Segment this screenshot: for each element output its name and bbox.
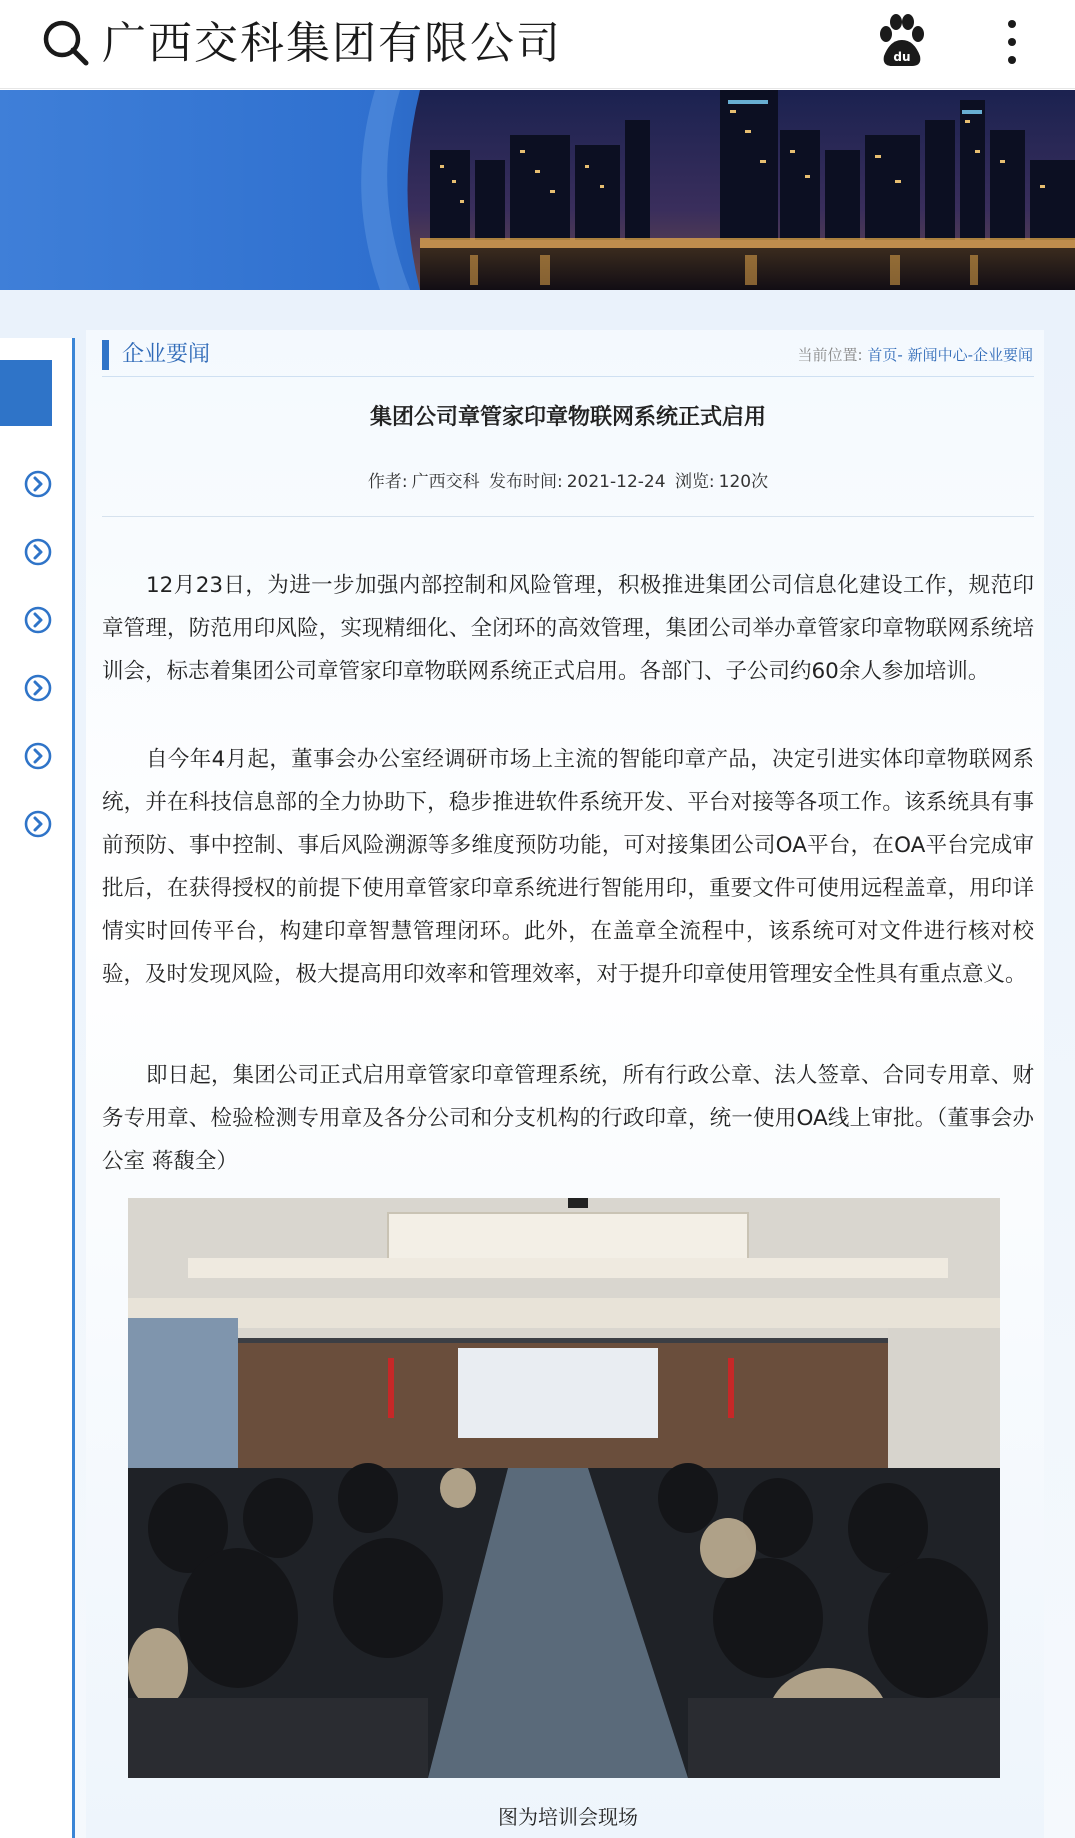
- circle-chevron-right-icon[interactable]: [22, 536, 54, 568]
- author-label: 作者:: [367, 472, 408, 492]
- breadcrumb-label: 当前位置:: [797, 346, 863, 364]
- header-banner: [0, 90, 1075, 290]
- section-accent-bar: [102, 340, 109, 370]
- author-value: 广西交科: [411, 472, 480, 492]
- section-title: 企业要闻: [122, 342, 211, 367]
- date-value: 2021-12-24: [566, 472, 666, 492]
- views-value: 120次: [718, 472, 769, 492]
- circle-chevron-right-icon[interactable]: [22, 740, 54, 772]
- search-bar: [0, 0, 1075, 89]
- article-meta: [102, 466, 1034, 498]
- article-paragraph: 即日起，集团公司正式启用章管家印章管理系统，所有行政公章、法人签章、合同专用章、财务专用章、检验检测专用章及各分公司和分支机构的行政印章，统一使用OA线上审批。（董事会办公室 蒋馥全）: [102, 1063, 1034, 1174]
- sidebar-header-block: [0, 360, 52, 426]
- circle-chevron-right-icon[interactable]: [22, 604, 54, 636]
- baidu-paw-icon[interactable]: [876, 12, 926, 68]
- more-options-icon[interactable]: [1000, 12, 1024, 72]
- breadcrumb-path-link[interactable]: 首页- 新闻中心-企业要闻: [867, 346, 1033, 364]
- sidebar: [0, 338, 75, 1838]
- search-icon[interactable]: [40, 17, 90, 67]
- breadcrumb: [798, 342, 1033, 368]
- training-meeting-photo: [128, 1198, 1000, 1778]
- search-query-text[interactable]: 广西交科集团有限公司: [102, 18, 562, 69]
- circle-chevron-right-icon[interactable]: [22, 808, 54, 840]
- article-paragraph: 自今年4月起，董事会办公室经调研市场上主流的智能印章产品，决定引进实体印章物联网系统，并在科技信息部的全力协助下，稳步推进软件系统开发、平台对接等各项工作。该系统具有事前预防、事中控制、事后风险溯源等多维度预防功能，可对接集团公司OA平台，在OA平台完成审批后，在获得授权的前提下使用章管家印章系统进行智能用印，重要文件可使用远程盖章，用印详情实时回传平台，构建印章智慧管理闭环。此外，在盖章全流程中，该系统可对文件进行核对校验，及时发现风险，极大提高用印效率和管理效率，对于提升印章使用管理安全性具有重点意义。: [102, 747, 1034, 987]
- date-label: 发布时间:: [489, 472, 563, 492]
- views-label: 浏览:: [674, 472, 715, 492]
- section-divider: [102, 376, 1034, 377]
- circle-chevron-right-icon[interactable]: [22, 468, 54, 500]
- svg-text:du: du: [893, 50, 911, 64]
- photo-caption: 图为培训会现场: [498, 1805, 638, 1829]
- article-paragraph: 12月23日，为进一步加强内部控制和风险管理，积极推进集团公司信息化建设工作，规范印章管理，防范用印风险，实现精细化、全闭环的高效管理，集团公司举办章管家印章物联网系统培训会，标志着集团公司章管家印章物联网系统正式启用。各部门、子公司约60余人参加培训。: [102, 573, 1034, 684]
- city-skyline-image: [0, 90, 1075, 290]
- circle-chevron-right-icon[interactable]: [22, 672, 54, 704]
- article-title: 集团公司章管家印章物联网系统正式启用: [369, 405, 766, 430]
- meta-divider: [102, 516, 1034, 517]
